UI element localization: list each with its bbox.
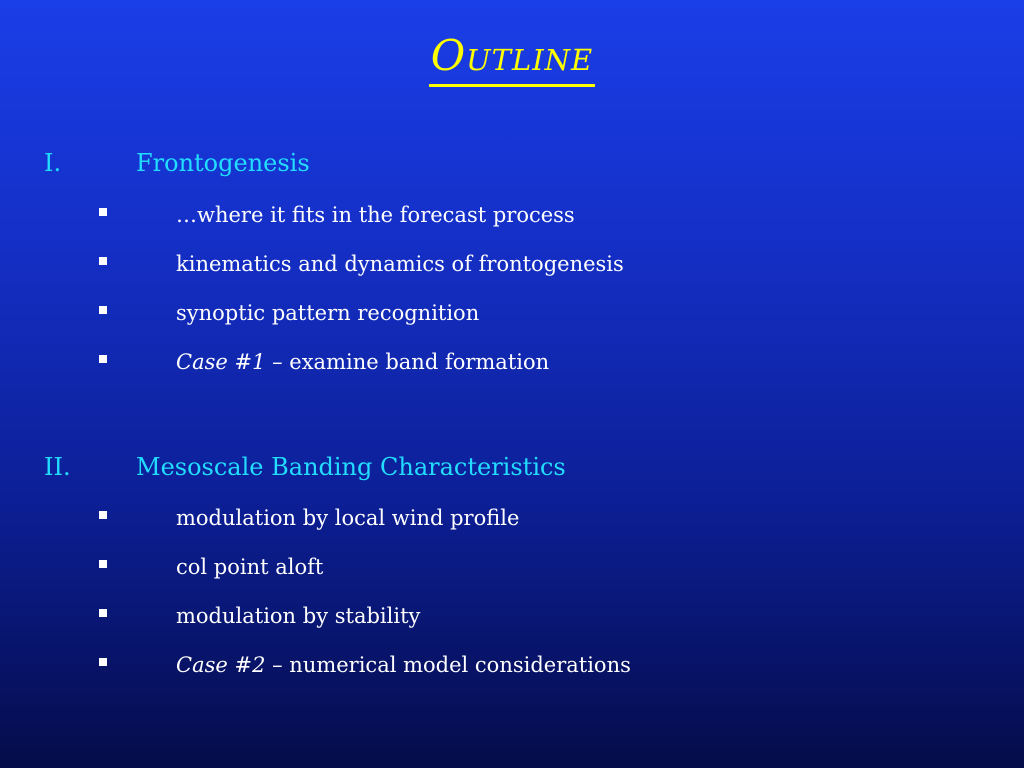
square-bullet-icon bbox=[99, 560, 107, 568]
square-bullet-icon bbox=[99, 511, 107, 519]
section-1-item-2 bbox=[176, 251, 624, 277]
square-bullet-icon bbox=[99, 208, 107, 216]
slide-title-text: Outline bbox=[429, 30, 595, 87]
item-text: modulation by stability bbox=[176, 604, 421, 628]
square-bullet-icon bbox=[99, 306, 107, 314]
square-bullet-icon bbox=[99, 609, 107, 617]
section-2-item-1 bbox=[176, 505, 519, 531]
section-1-item-4 bbox=[176, 349, 549, 375]
section-2-number: II. bbox=[44, 453, 71, 481]
section-2-item-3 bbox=[176, 603, 420, 629]
item-text: …where it fits in the forecast process bbox=[176, 203, 575, 227]
square-bullet-icon bbox=[99, 658, 107, 666]
square-bullet-icon bbox=[99, 257, 107, 265]
item-text: – numerical model considerations bbox=[265, 653, 631, 677]
item-text: – examine band formation bbox=[265, 350, 550, 374]
section-1-item-3 bbox=[176, 300, 479, 326]
section-2-item-2 bbox=[176, 554, 323, 580]
section-1-number: I. bbox=[44, 149, 62, 177]
item-text: synoptic pattern recognition bbox=[176, 301, 480, 325]
item-italic: Case #2 bbox=[176, 653, 266, 677]
item-text: kinematics and dynamics of frontogenesis bbox=[176, 252, 624, 276]
section-2-title: Mesoscale Banding Characteristics bbox=[136, 453, 566, 481]
item-italic: Case #1 bbox=[176, 350, 266, 374]
section-1-item-1 bbox=[176, 202, 575, 228]
slide-title bbox=[0, 30, 1024, 87]
item-text: modulation by local wind profile bbox=[176, 506, 520, 530]
square-bullet-icon bbox=[99, 355, 107, 363]
section-2-item-4 bbox=[176, 652, 631, 678]
item-text: col point aloft bbox=[176, 555, 324, 579]
section-1-title: Frontogenesis bbox=[136, 149, 310, 177]
